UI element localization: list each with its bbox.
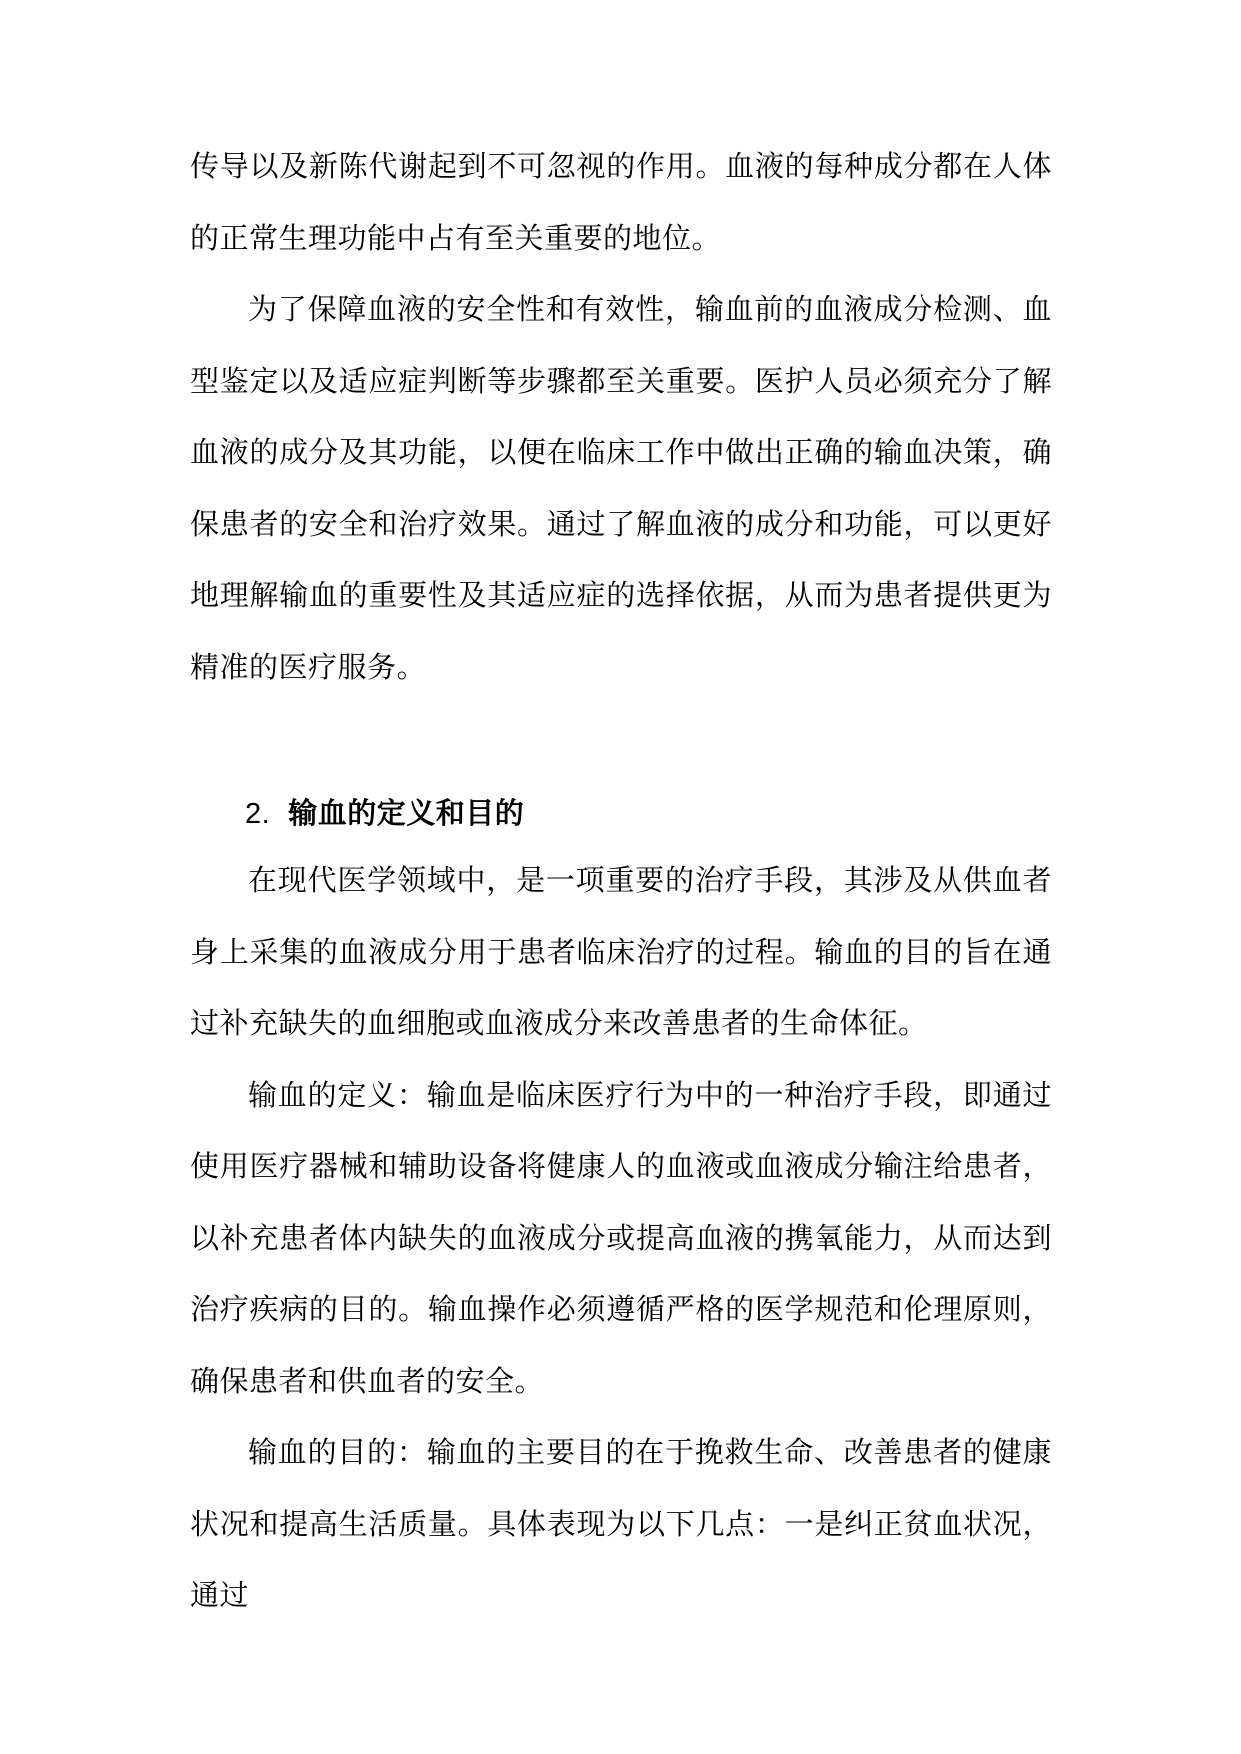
paragraph: 为了保障血液的安全性和有效性，输血前的血液成分检测、血型鉴定以及适应症判断等步骤都至关重要。医护人员必须充分了解血液的成分及其功能，以便在临床工作中做出正确的输血决策，确保患者的安全和治疗效果。通过了解血液的成分和功能，可以更好地理解输血的重要性及其适应症的选择依据，从而为患者提供更为精准的医疗服务。 xyxy=(190,292,1052,684)
section-intro xyxy=(190,131,1052,703)
paragraph: 输血的定义：输血是临床医疗行为中的一种治疗手段，即通过使用医疗器械和辅助设备将健康人的血液或血液成分输注给患者，以补充患者体内缺失的血液成分或提高血液的携氧能力，从而达到治疗疾病的目的。输血操作必须遵循严格的医学规范和伦理原则，确保患者和供血者的安全。 xyxy=(190,1077,1052,1398)
paragraph: 输血的目的：输血的主要目的在于挽救生命、改善患者的健康状况和提高生活质量。具体表现为以下几点：一是纠正贫血状况，通过 xyxy=(190,1435,1052,1612)
paragraph: 传导以及新陈代谢起到不可忽视的作用。血液的每种成分都在人体的正常生理功能中占有至关重要的地位。 xyxy=(190,149,1052,255)
heading-title: 输血的定义和目的 xyxy=(288,796,525,830)
section-body xyxy=(190,845,1052,1632)
section-heading xyxy=(245,778,524,849)
paragraph: 在现代医学领域中，是一项重要的治疗手段，其涉及从供血者身上采集的血液成分用于患者临床治疗的过程。输血的目的旨在通过补充缺失的血细胞或血液成分来改善患者的生命体征。 xyxy=(190,863,1052,1040)
heading-number: 2. xyxy=(245,798,271,830)
